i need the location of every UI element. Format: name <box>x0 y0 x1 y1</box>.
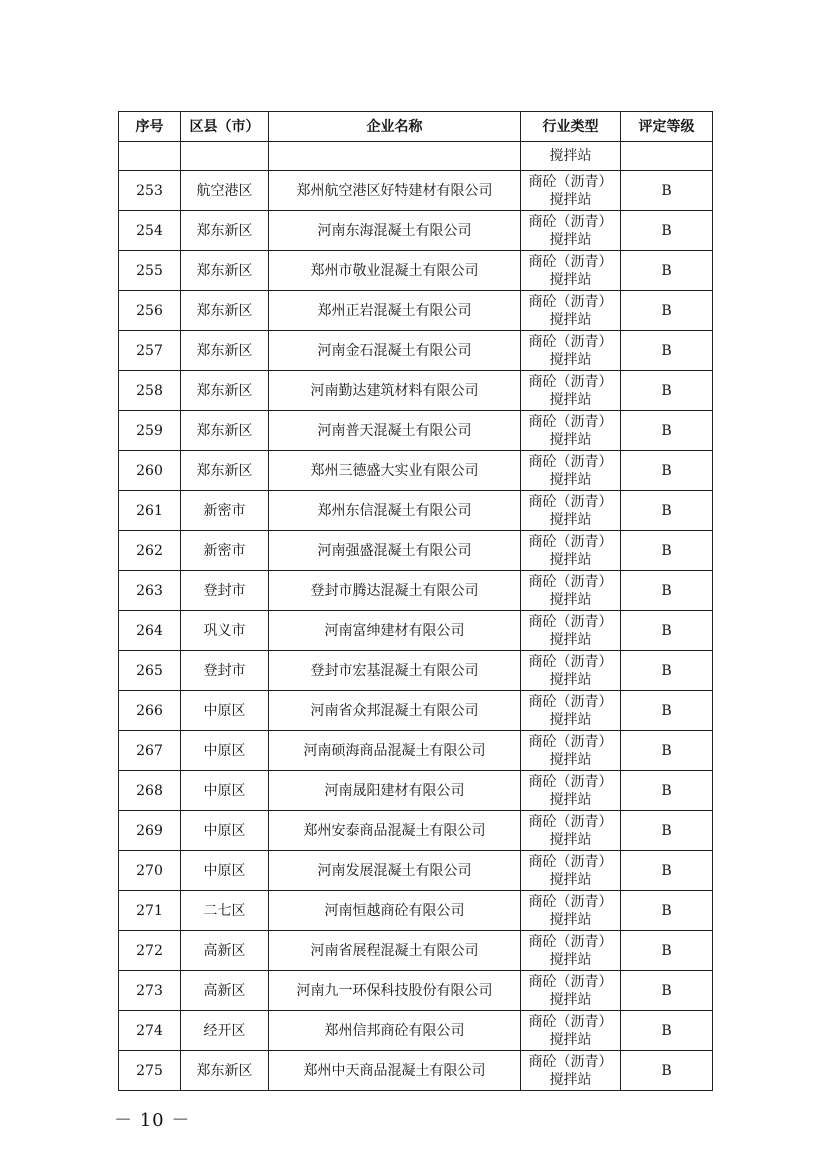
industry-type-line2: 搅拌站 <box>549 871 592 888</box>
cell-rating-grade: B <box>621 531 713 571</box>
cell-serial-no: 258 <box>119 371 181 411</box>
cell-rating-grade: B <box>621 931 713 971</box>
industry-type-line2: 搅拌站 <box>549 631 592 648</box>
cell-district: 中原区 <box>181 691 269 731</box>
cell-company-name: 郑州东信混凝土有限公司 <box>269 491 521 531</box>
cell-serial-no: 260 <box>119 451 181 491</box>
cell-district: 郑东新区 <box>181 331 269 371</box>
cell-company-name: 登封市宏基混凝土有限公司 <box>269 651 521 691</box>
cell-serial-no: 262 <box>119 531 181 571</box>
industry-type-line2: 搅拌站 <box>549 671 592 688</box>
cell-district: 郑东新区 <box>181 1051 269 1091</box>
enterprise-rating-table <box>118 111 713 1091</box>
cell-rating-grade: B <box>621 251 713 291</box>
cell-district: 郑东新区 <box>181 371 269 411</box>
industry-type-line1: 商砼（沥青） <box>528 693 613 710</box>
cell-rating-grade: B <box>621 571 713 611</box>
industry-type-line2: 搅拌站 <box>549 311 592 328</box>
table-row <box>119 931 713 971</box>
cell-rating-grade: B <box>621 171 713 211</box>
table-row <box>119 531 713 571</box>
cell-company-name: 河南富绅建材有限公司 <box>269 611 521 651</box>
cell-rating-grade: B <box>621 691 713 731</box>
cell-company-name: 郑州市敬业混凝土有限公司 <box>269 251 521 291</box>
cell-serial-no: 267 <box>119 731 181 771</box>
industry-type-line1: 商砼（沥青） <box>528 293 613 310</box>
cell-industry-type <box>521 1011 621 1051</box>
cell-company-name: 郑州信邦商砼有限公司 <box>269 1011 521 1051</box>
cell-company-name: 河南九一环保科技股份有限公司 <box>269 971 521 1011</box>
cell-serial-no: 253 <box>119 171 181 211</box>
cell-district: 中原区 <box>181 771 269 811</box>
cell-district: 高新区 <box>181 971 269 1011</box>
cell-serial-no: 255 <box>119 251 181 291</box>
cell-industry-type <box>521 371 621 411</box>
cell-rating-grade: B <box>621 851 713 891</box>
industry-type-line2: 搅拌站 <box>549 791 592 808</box>
table-row <box>119 251 713 291</box>
industry-type-line1: 商砼（沥青） <box>528 933 613 950</box>
cell-district: 二七区 <box>181 891 269 931</box>
header-rating-grade: 评定等级 <box>621 112 713 142</box>
cell-industry-type <box>521 451 621 491</box>
page-number: － 10 － <box>114 1110 191 1131</box>
industry-type-line1: 商砼（沥青） <box>528 973 613 990</box>
cell-industry-type <box>521 731 621 771</box>
cell-industry-type <box>521 491 621 531</box>
cell-district: 登封市 <box>181 571 269 611</box>
cell-rating-grade: B <box>621 891 713 931</box>
table-row <box>119 731 713 771</box>
cell-company-name: 河南勤达建筑材料有限公司 <box>269 371 521 411</box>
table-row <box>119 371 713 411</box>
cell-rating-grade: B <box>621 491 713 531</box>
continuation-row <box>119 142 713 171</box>
industry-type-line2: 搅拌站 <box>549 831 592 848</box>
cell-rating-grade: B <box>621 211 713 251</box>
cell-rating-grade: B <box>621 811 713 851</box>
cell-district: 新密市 <box>181 491 269 531</box>
cell-district: 新密市 <box>181 531 269 571</box>
cell-industry-type <box>521 611 621 651</box>
cell-industry-type <box>521 771 621 811</box>
industry-type-line2: 搅拌站 <box>549 148 592 164</box>
industry-type-line2: 搅拌站 <box>549 431 592 448</box>
industry-type-line2: 搅拌站 <box>549 711 592 728</box>
cell-district: 巩义市 <box>181 611 269 651</box>
cell-industry-type <box>521 811 621 851</box>
cell-rating-grade: B <box>621 331 713 371</box>
table-row <box>119 1051 713 1091</box>
cell-rating-grade: B <box>621 1011 713 1051</box>
cell-serial-no: 256 <box>119 291 181 331</box>
industry-type-line2: 搅拌站 <box>549 271 592 288</box>
cell-industry-type <box>521 571 621 611</box>
cell-district: 高新区 <box>181 931 269 971</box>
industry-type-line2: 搅拌站 <box>549 511 592 528</box>
industry-type-line1: 商砼（沥青） <box>528 853 613 870</box>
table-row <box>119 291 713 331</box>
table-row <box>119 331 713 371</box>
table-body <box>119 142 713 1091</box>
cell-industry-type <box>521 171 621 211</box>
table-row <box>119 851 713 891</box>
cell-rating-grade: B <box>621 771 713 811</box>
cell-industry-type <box>521 531 621 571</box>
cell-serial-no: 261 <box>119 491 181 531</box>
cell-company-name <box>269 142 521 171</box>
cell-company-name: 河南东海混凝土有限公司 <box>269 211 521 251</box>
table-row <box>119 691 713 731</box>
cell-industry-type <box>521 851 621 891</box>
cell-serial-no: 274 <box>119 1011 181 1051</box>
cell-rating-grade: B <box>621 291 713 331</box>
cell-company-name: 河南硕海商品混凝土有限公司 <box>269 731 521 771</box>
industry-type-line1: 商砼（沥青） <box>528 893 613 910</box>
table-row <box>119 491 713 531</box>
cell-company-name: 河南普天混凝土有限公司 <box>269 411 521 451</box>
industry-type-line1: 商砼（沥青） <box>528 1053 613 1070</box>
industry-type-line2: 搅拌站 <box>549 951 592 968</box>
industry-type-line2: 搅拌站 <box>549 351 592 368</box>
industry-type-line2: 搅拌站 <box>549 191 592 208</box>
industry-type-line2: 搅拌站 <box>549 991 592 1008</box>
cell-company-name: 河南发展混凝土有限公司 <box>269 851 521 891</box>
cell-industry-type <box>521 142 621 171</box>
industry-type-line2: 搅拌站 <box>549 911 592 928</box>
cell-serial-no: 272 <box>119 931 181 971</box>
industry-type-line2: 搅拌站 <box>549 471 592 488</box>
cell-industry-type <box>521 931 621 971</box>
industry-type-line1: 商砼（沥青） <box>528 453 613 470</box>
cell-industry-type <box>521 1051 621 1091</box>
industry-type-line1: 商砼（沥青） <box>528 733 613 750</box>
cell-rating-grade: B <box>621 611 713 651</box>
cell-district: 郑东新区 <box>181 451 269 491</box>
cell-district: 中原区 <box>181 811 269 851</box>
cell-industry-type <box>521 251 621 291</box>
cell-company-name: 登封市腾达混凝土有限公司 <box>269 571 521 611</box>
table-row <box>119 771 713 811</box>
industry-type-line1: 商砼（沥青） <box>528 213 613 230</box>
table-row <box>119 1011 713 1051</box>
cell-district: 郑东新区 <box>181 251 269 291</box>
header-industry-type: 行业类型 <box>521 112 621 142</box>
cell-rating-grade: B <box>621 1051 713 1091</box>
industry-type-line1: 商砼（沥青） <box>528 533 613 550</box>
cell-industry-type <box>521 291 621 331</box>
cell-rating-grade: B <box>621 731 713 771</box>
industry-type-line2: 搅拌站 <box>549 1071 592 1088</box>
cell-company-name: 河南金石混凝土有限公司 <box>269 331 521 371</box>
cell-serial-no: 270 <box>119 851 181 891</box>
cell-company-name: 郑州安泰商品混凝土有限公司 <box>269 811 521 851</box>
cell-serial-no: 265 <box>119 651 181 691</box>
cell-rating-grade: B <box>621 971 713 1011</box>
cell-serial-no: 257 <box>119 331 181 371</box>
industry-type-line1: 商砼（沥青） <box>528 253 613 270</box>
cell-company-name: 河南省展程混凝土有限公司 <box>269 931 521 971</box>
cell-serial-no: 259 <box>119 411 181 451</box>
cell-company-name: 河南晟阳建材有限公司 <box>269 771 521 811</box>
industry-type-line1: 商砼（沥青） <box>528 413 613 430</box>
table-row <box>119 651 713 691</box>
table-header-row <box>119 112 713 142</box>
cell-industry-type <box>521 691 621 731</box>
cell-serial-no: 254 <box>119 211 181 251</box>
cell-industry-type <box>521 651 621 691</box>
industry-type-line1: 商砼（沥青） <box>528 653 613 670</box>
cell-rating-grade: B <box>621 451 713 491</box>
industry-type-line1: 商砼（沥青） <box>528 813 613 830</box>
industry-type-line1: 商砼（沥青） <box>528 493 613 510</box>
industry-type-line1: 商砼（沥青） <box>528 373 613 390</box>
cell-district: 中原区 <box>181 731 269 771</box>
cell-company-name: 河南省众邦混凝土有限公司 <box>269 691 521 731</box>
cell-company-name: 郑州正岩混凝土有限公司 <box>269 291 521 331</box>
cell-company-name: 郑州航空港区好特建材有限公司 <box>269 171 521 211</box>
industry-type-line2: 搅拌站 <box>549 231 592 248</box>
cell-serial-no: 271 <box>119 891 181 931</box>
industry-type-line1: 商砼（沥青） <box>528 773 613 790</box>
cell-district: 登封市 <box>181 651 269 691</box>
table-row <box>119 451 713 491</box>
table-row <box>119 971 713 1011</box>
industry-type-line1: 商砼（沥青） <box>528 1013 613 1030</box>
cell-district: 郑东新区 <box>181 411 269 451</box>
cell-serial-no: 273 <box>119 971 181 1011</box>
cell-rating-grade <box>621 142 713 171</box>
industry-type-line1: 商砼（沥青） <box>528 173 613 190</box>
header-serial-no: 序号 <box>119 112 181 142</box>
table-row <box>119 891 713 931</box>
cell-rating-grade: B <box>621 651 713 691</box>
cell-industry-type <box>521 331 621 371</box>
industry-type-line2: 搅拌站 <box>549 591 592 608</box>
industry-type-line1: 商砼（沥青） <box>528 613 613 630</box>
cell-company-name: 河南强盛混凝土有限公司 <box>269 531 521 571</box>
cell-district: 郑东新区 <box>181 291 269 331</box>
industry-type-line1: 商砼（沥青） <box>528 573 613 590</box>
cell-serial-no <box>119 142 181 171</box>
industry-type-line2: 搅拌站 <box>549 751 592 768</box>
cell-serial-no: 268 <box>119 771 181 811</box>
cell-company-name: 郑州中天商品混凝土有限公司 <box>269 1051 521 1091</box>
table-row <box>119 211 713 251</box>
industry-type-line2: 搅拌站 <box>549 391 592 408</box>
cell-district: 经开区 <box>181 1011 269 1051</box>
cell-rating-grade: B <box>621 411 713 451</box>
cell-serial-no: 275 <box>119 1051 181 1091</box>
table-row <box>119 611 713 651</box>
table-row <box>119 571 713 611</box>
cell-industry-type <box>521 891 621 931</box>
cell-serial-no: 269 <box>119 811 181 851</box>
cell-company-name: 郑州三德盛大实业有限公司 <box>269 451 521 491</box>
industry-type-line2: 搅拌站 <box>549 1031 592 1048</box>
header-district: 区县（市） <box>181 112 269 142</box>
header-company-name: 企业名称 <box>269 112 521 142</box>
cell-district: 中原区 <box>181 851 269 891</box>
cell-industry-type <box>521 411 621 451</box>
cell-serial-no: 266 <box>119 691 181 731</box>
cell-district: 郑东新区 <box>181 211 269 251</box>
industry-type-line2: 搅拌站 <box>549 551 592 568</box>
cell-serial-no: 263 <box>119 571 181 611</box>
cell-serial-no: 264 <box>119 611 181 651</box>
table-row <box>119 811 713 851</box>
table-row <box>119 171 713 211</box>
cell-company-name: 河南恒越商砼有限公司 <box>269 891 521 931</box>
cell-industry-type <box>521 211 621 251</box>
cell-district: 航空港区 <box>181 171 269 211</box>
cell-district <box>181 142 269 171</box>
industry-type-line1: 商砼（沥青） <box>528 333 613 350</box>
table-row <box>119 411 713 451</box>
cell-industry-type <box>521 971 621 1011</box>
cell-rating-grade: B <box>621 371 713 411</box>
